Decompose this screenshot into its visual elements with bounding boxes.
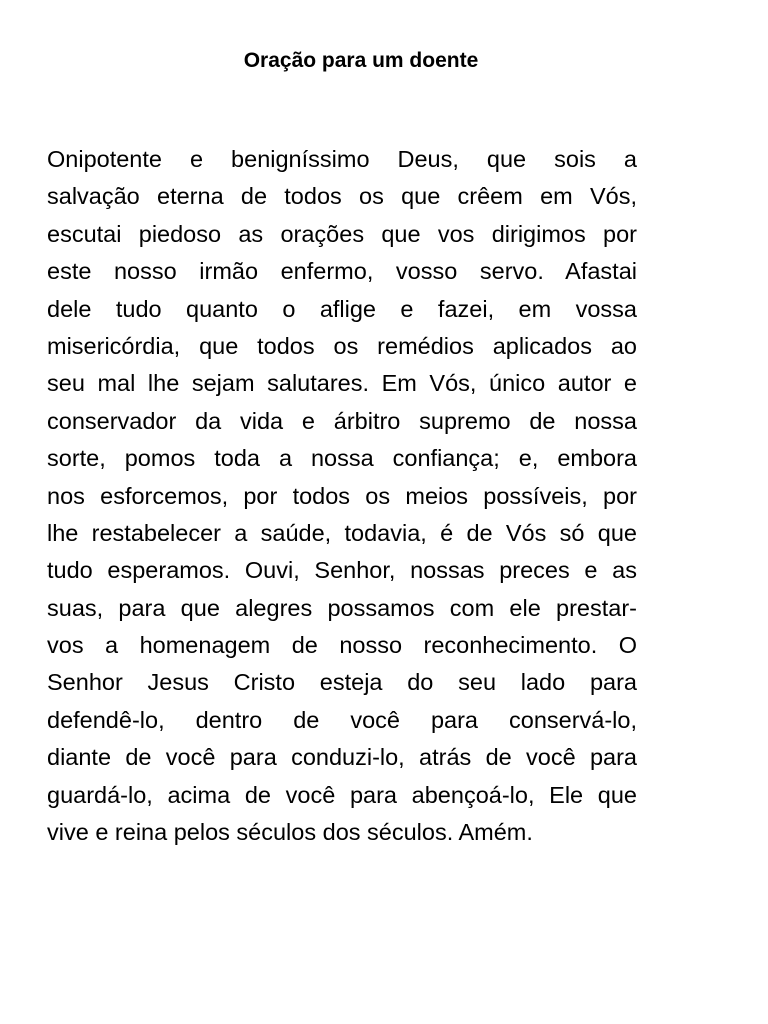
text-line: tudo esperamos. Ouvi, Senhor, nossas preces e as bbox=[47, 557, 637, 584]
text-line: nos esforcemos, por todos os meios possíveis, por bbox=[47, 482, 637, 509]
text-line: seu mal lhe sejam salutares. Em Vós, único autor e bbox=[47, 370, 637, 397]
text-line: vive e reina pelos séculos dos séculos. Amém. bbox=[47, 819, 533, 846]
text-line: guardá-lo, acima de você para abençoá-lo, Ele que bbox=[47, 781, 637, 808]
text-line: suas, para que alegres possamos com ele prestar- bbox=[47, 594, 637, 621]
text-line: escutai piedoso as orações que vos dirigimos por bbox=[47, 220, 637, 247]
text-line: salvação eterna de todos os que crêem em Vós, bbox=[47, 183, 637, 210]
text-line: dele tudo quanto o aflige e fazei, em vossa bbox=[47, 295, 637, 322]
document-title: Oração para um doente bbox=[243, 49, 479, 72]
text-line: lhe restabelecer a saúde, todavia, é de Vós só que bbox=[47, 519, 637, 546]
text-line: defendê-lo, dentro de você para conservá-lo, bbox=[47, 706, 637, 733]
text-line: vos a homenagem de nosso reconhecimento. O bbox=[47, 632, 637, 659]
prayer-body bbox=[47, 141, 637, 851]
text-line: Senhor Jesus Cristo esteja do seu lado para bbox=[47, 669, 637, 696]
text-line: conservador da vida e árbitro supremo de nossa bbox=[47, 407, 637, 434]
text-line: misericórdia, que todos os remédios aplicados ao bbox=[47, 332, 637, 359]
text-line: diante de você para conduzi-lo, atrás de você para bbox=[47, 744, 637, 771]
text-line: este nosso irmão enfermo, vosso servo. Afastai bbox=[47, 258, 637, 285]
text-line: sorte, pomos toda a nossa confiança; e, embora bbox=[47, 445, 637, 472]
text-line: Onipotente e benigníssimo Deus, que sois a bbox=[47, 146, 637, 172]
